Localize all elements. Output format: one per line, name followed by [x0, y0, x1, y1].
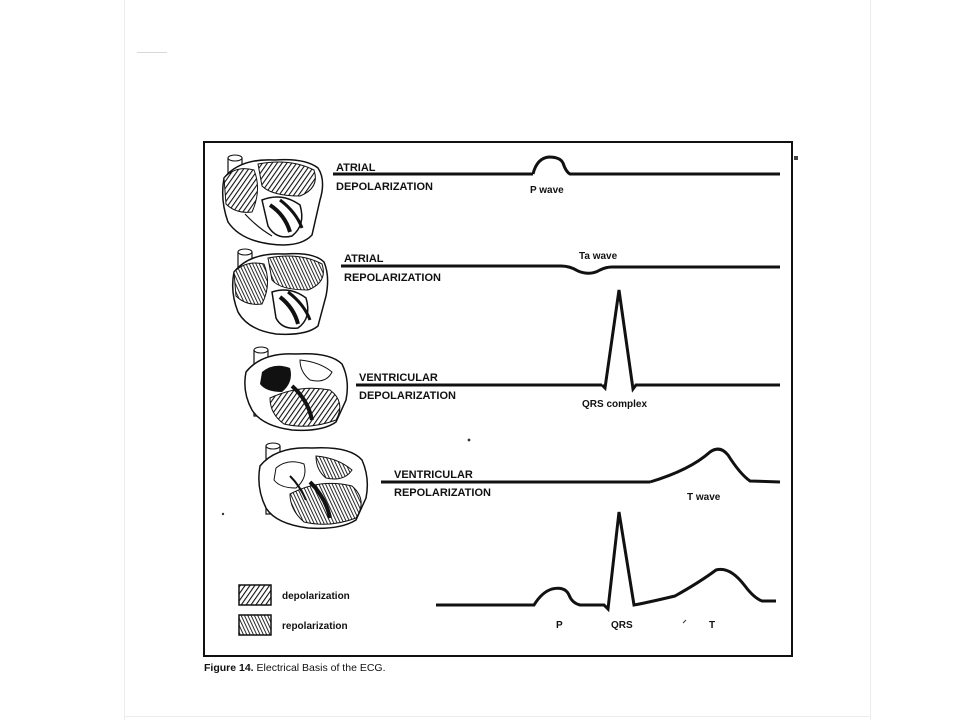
legend	[239, 585, 350, 635]
figure-caption-number: Figure 14.	[204, 662, 254, 674]
legend-label-repolarization: repolarization	[282, 621, 348, 632]
panel3-label-line1: VENTRICULAR	[359, 372, 438, 384]
qrs-complex-label: QRS complex	[582, 399, 648, 410]
legend-swatch-repolarization	[239, 615, 271, 635]
panel1-label-line1: ATRIAL	[336, 162, 376, 174]
composite-p-label: P	[556, 620, 563, 631]
heart-illustration-atrial-depolarization	[223, 155, 323, 245]
ta-wave-label: Ta wave	[579, 251, 618, 262]
t-wave-label: T wave	[687, 492, 721, 503]
scan-speck	[468, 439, 471, 442]
legend-label-depolarization: depolarization	[282, 591, 350, 602]
panel4-label-line2: REPOLARIZATION	[394, 487, 491, 499]
heart-illustration-ventricular-repolarization	[259, 443, 367, 528]
t-wave-trace	[650, 449, 780, 482]
qrs-complex-trace	[602, 290, 780, 389]
composite-t-label: T	[709, 620, 716, 631]
ta-wave-trace	[561, 266, 780, 273]
figure-caption-text: Electrical Basis of the ECG.	[256, 662, 386, 674]
composite-ecg-trace	[436, 512, 776, 609]
panel4-label-line1: VENTRICULAR	[394, 469, 473, 481]
p-wave-trace	[533, 157, 780, 174]
p-wave-label: P wave	[530, 185, 564, 196]
figure-caption	[204, 662, 386, 674]
scan-tick	[683, 620, 686, 623]
heart-illustration-atrial-repolarization	[233, 249, 328, 334]
scan-speck-2	[222, 513, 224, 515]
legend-swatch-depolarization	[239, 585, 271, 605]
panel2-label-line2: REPOLARIZATION	[344, 272, 441, 284]
panel2-label-line1: ATRIAL	[344, 253, 384, 265]
composite-qrs-label: QRS	[611, 620, 633, 631]
heart-illustration-ventricular-depolarization	[245, 347, 347, 430]
panel3-label-line2: DEPOLARIZATION	[359, 390, 456, 402]
scan-speck-3	[794, 156, 798, 160]
panel1-label-line2: DEPOLARIZATION	[336, 181, 433, 193]
